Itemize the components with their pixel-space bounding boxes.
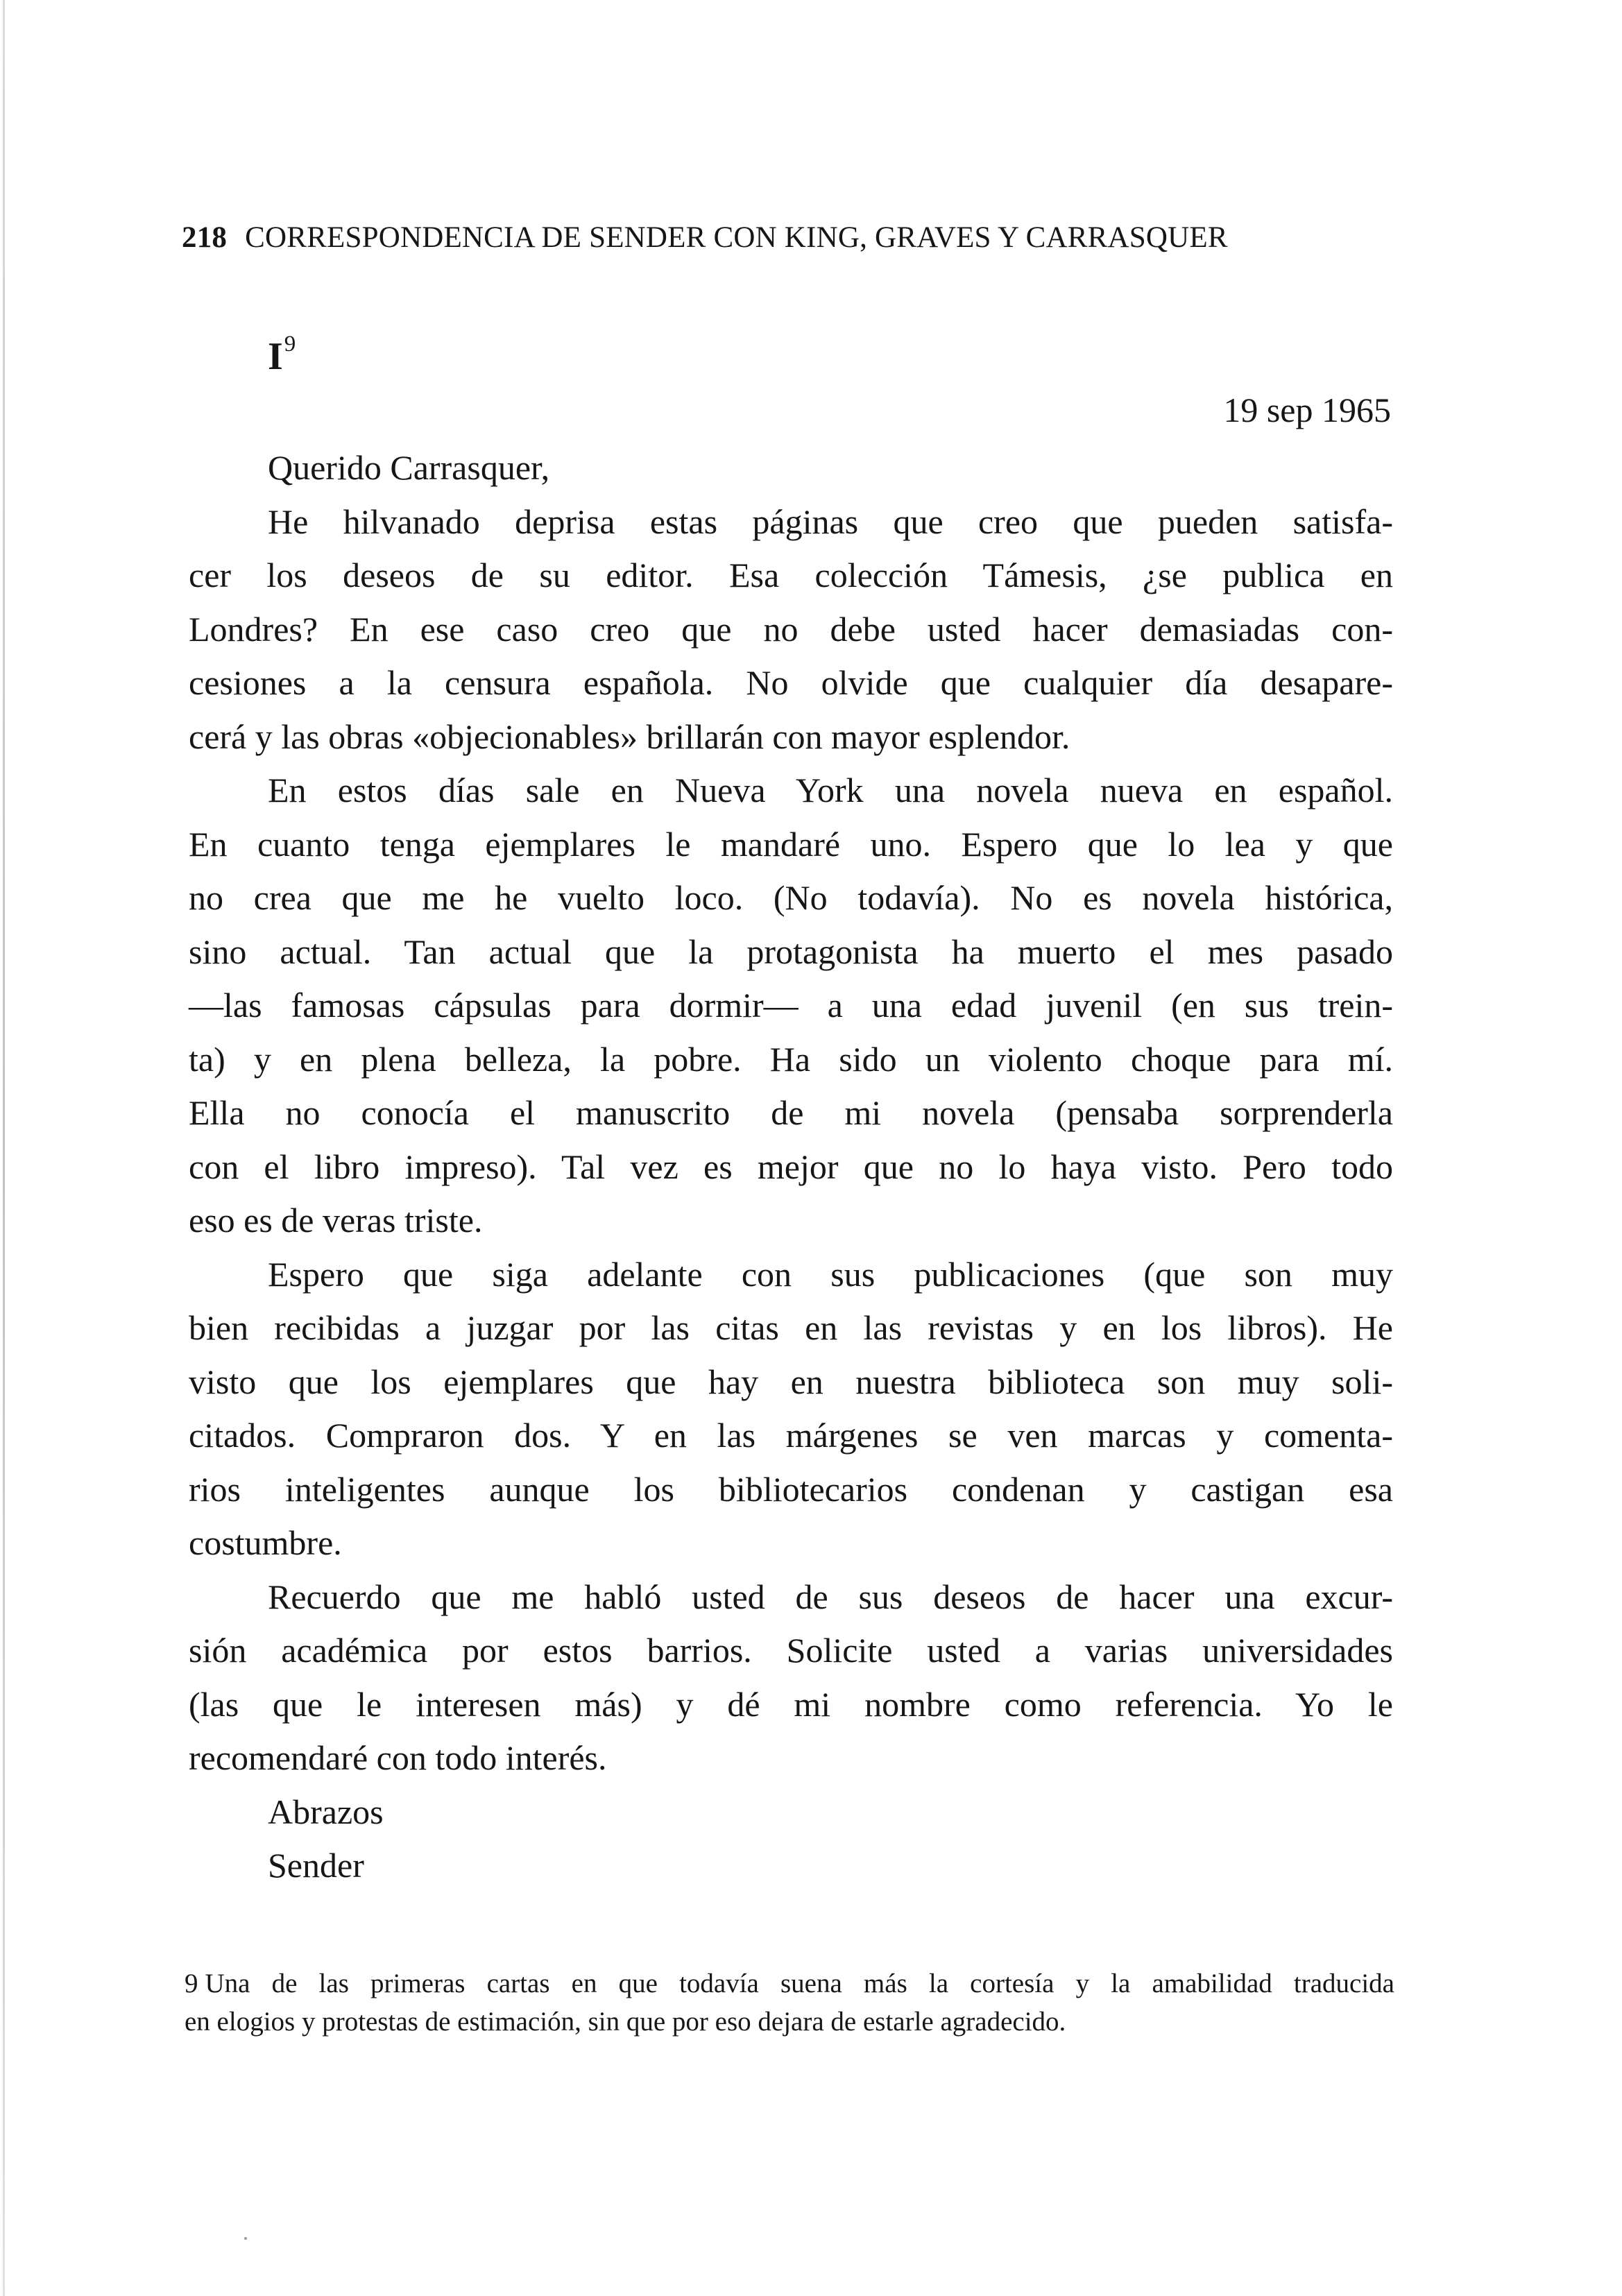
running-title: CORRESPONDENCIA DE SENDER CON KING, GRAVES Y CARRASQUER: [245, 221, 1228, 254]
footnote-reference: 9: [284, 332, 296, 357]
paragraph-1: [189, 495, 1393, 764]
text-line: con el libro impreso). Tal vez es mejor que no lo haya visto. Pero todo: [189, 1147, 1393, 1186]
footnote-line: [185, 1964, 1394, 2003]
footnote: [185, 1964, 1394, 2041]
text-line: visto que los ejemplares que hay en nuestra biblioteca son muy soli-: [189, 1362, 1393, 1401]
footnote-text: Una de las primeras cartas en que todavía suena más la cortesía y la amabilidad traducida: [205, 1969, 1394, 1998]
scan-speck: [244, 2237, 247, 2240]
text-line: recomendaré con todo interés.: [189, 1738, 607, 1777]
footnote-line: en elogios y protestas de estimación, sin que por eso dejara de estarle agradecido.: [185, 2007, 1066, 2037]
text-line: ta) y en plena belleza, la pobre. Ha sido un violento choque para mí.: [189, 1039, 1393, 1079]
text-line: cer los deseos de su editor. Esa colección Támesis, ¿se publica en: [189, 556, 1393, 594]
paragraph-2: [189, 764, 1393, 1248]
letter-numeral: I: [268, 335, 283, 378]
text-line: (las que le interesen más) y dé mi nombre como referencia. Yo le: [189, 1684, 1393, 1724]
closing: Abrazos: [268, 1792, 384, 1831]
scan-page-edge: [3, 0, 5, 2296]
text-line: —las famosas cápsulas para dormir— a una edad juvenil (en sus trein-: [189, 986, 1393, 1025]
text-line: sión académica por estos barrios. Solicite usted a varias universidades: [189, 1631, 1393, 1670]
text-line: Londres? En ese caso creo que no debe usted hacer demasiadas con-: [189, 609, 1393, 649]
text-line: bien recibidas a juzgar por las citas en las revistas y en los libros). He: [189, 1308, 1393, 1347]
text-line: Recuerdo que me habló usted de sus deseos de hacer una excur-: [268, 1577, 1393, 1616]
text-line: He hilvanado deprisa estas páginas que creo que pueden satisfa-: [268, 502, 1393, 541]
running-header: [182, 221, 1228, 255]
letter-number: [268, 333, 296, 376]
text-line: cesiones a la censura española. No olvide que cualquier día desapare-: [189, 663, 1393, 702]
signature: Sender: [268, 1846, 364, 1885]
salutation: Querido Carrasquer,: [268, 448, 550, 487]
text-line: sino actual. Tan actual que la protagonista ha muerto el mes pasado: [189, 932, 1393, 971]
text-line: no crea que me he vuelto loco. (No todavía). No es novela histórica,: [189, 878, 1393, 917]
page-number: 218: [182, 221, 228, 254]
letter-body: [189, 441, 1393, 1893]
text-line: cerá y las obras «objecionables» brillarán con mayor esplendor.: [189, 717, 1070, 756]
text-line: citados. Compraron dos. Y en las márgenes se ven marcas y comenta-: [189, 1416, 1393, 1455]
text-line: eso es de veras triste.: [189, 1201, 483, 1240]
text-line: rios inteligentes aunque los bibliotecarios condenan y castigan esa: [189, 1469, 1393, 1509]
footnote-mark: 9: [185, 1969, 198, 1998]
text-line: Espero que siga adelante con sus publicaciones (que son muy: [268, 1254, 1393, 1294]
text-line: En cuanto tenga ejemplares le mandaré uno. Espero que lo lea y que: [189, 824, 1393, 864]
text-line: costumbre.: [189, 1523, 342, 1562]
text-line: Ella no conocía el manuscrito de mi novela (pensaba sorprenderla: [189, 1093, 1393, 1132]
paragraph-3: [189, 1248, 1393, 1570]
text-line: En estos días sale en Nueva York una novela nueva en español.: [268, 771, 1393, 809]
letter-date: 19 sep 1965: [1223, 391, 1391, 429]
paragraph-4: [189, 1570, 1393, 1785]
